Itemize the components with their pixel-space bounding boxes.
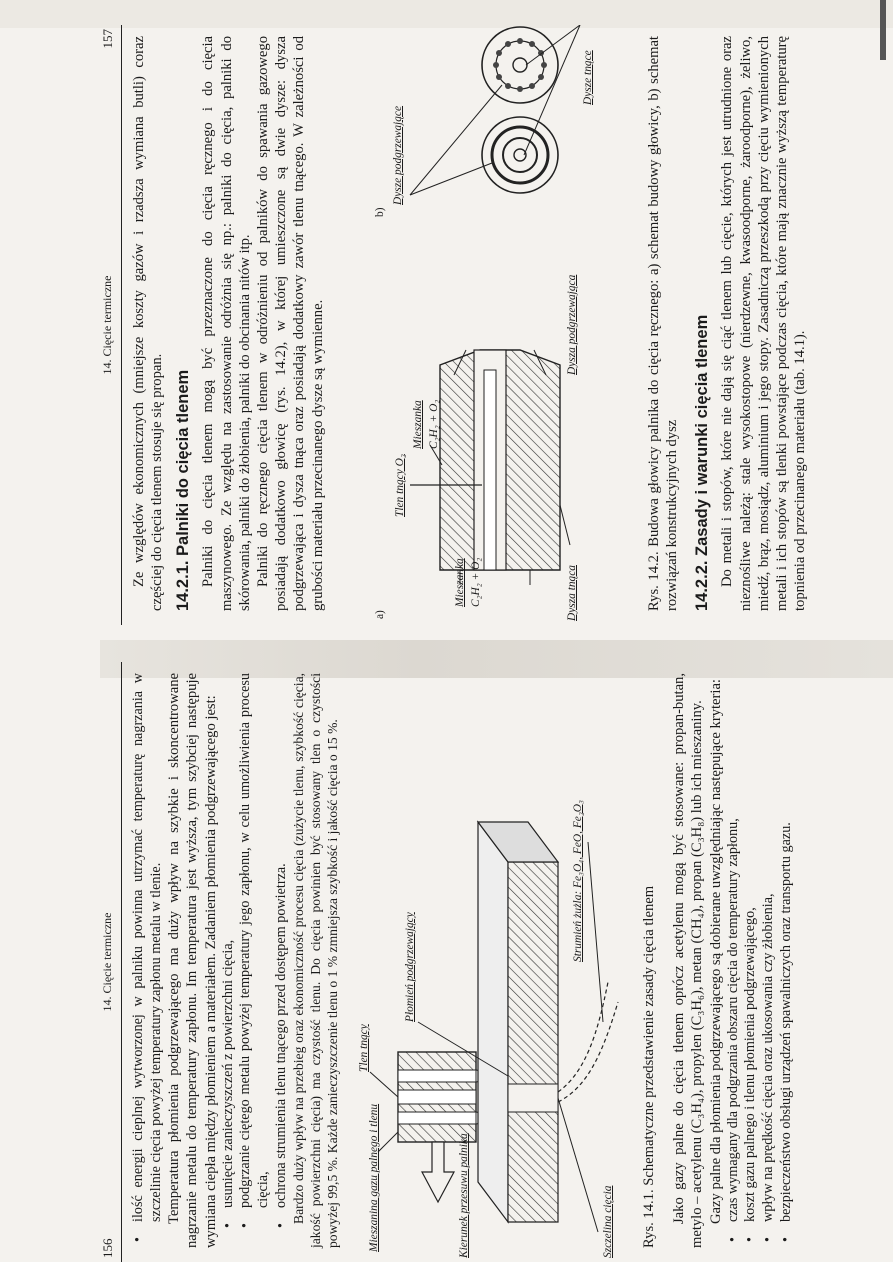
section-heading-14-2-2: 14.2.2. Zasady i warunki cięcia tlenem	[693, 314, 712, 611]
paragraph: Bardzo duży wpływ na przebieg oraz ekonomiczność procesu cięcia (zużycie tlenu, szybkość cięcia, jakość powierzchni cięcia) ma czystość tlenu. Do cięcia powinien być stosowany tlen o czystości powyżej 99,5 %. Każde zanieczyszczenie tlenu o 1 % zmniejsza szybkość i jakość cięcia o 15 %.	[291, 673, 341, 1248]
header-title: 14. Cięcie termiczne	[100, 912, 114, 1012]
label-kierunek: Kierunek przesuwu palnika	[458, 1133, 470, 1258]
label-mieszanina: Mieszanina gazu palnego i tlenu	[368, 1103, 380, 1252]
task-item: • podgrzanie ciętego metalu powyżej temperatury jego zapłonu, w celu umożliwienia procesu cięcia,	[237, 673, 272, 1234]
criteria-item: • czas wymagany dla podgrzania obszaru cięcia do temperatury zapłonu,	[725, 673, 743, 1248]
label-szczelina: Szczelina cięcia	[602, 1185, 614, 1258]
label-strumien: Strumień żużla: Fe₃O₄, FeO, Fe₂O₃	[572, 800, 584, 962]
intro-paragraph: Ze względów ekonomicznych (mniejsze koszty gazów i rzadsza wymiana butli) coraz częściej do cięcia tlenem stosuje się propan.	[131, 36, 166, 611]
panel-label-a: a)	[374, 610, 386, 619]
page-body	[130, 36, 327, 611]
section-heading-14-2-1: 14.2.1. Palniki do cięcia tlenem	[174, 369, 193, 611]
label-plomien: Płomień podgrzewający	[404, 912, 416, 1022]
bullet-item: • ilość energii cieplnej wytworzonej w palniku powinna utrzymać temperaturę nagrzania w szczelinie cięcia powyżej temperatury zapłonu metalu w tlenie.	[130, 673, 165, 1248]
label-tlen-tnacy: Tlen tnący O₂	[394, 454, 406, 517]
criteria-item: • koszt gazu palnego i tlenu płomienia podgrzewającego,	[742, 673, 760, 1248]
label-dysza-tnaca: Dysza tnąca	[566, 565, 578, 621]
label-mieszanka-right-formula: C₂H₂ + O₂	[428, 399, 440, 449]
oxy-cutting-drawing	[358, 662, 628, 1262]
criteria-list	[725, 673, 795, 1248]
page-157	[100, 25, 880, 625]
page-156	[100, 662, 880, 1262]
label-tlen-tnacy: Tlen tnący	[358, 1024, 370, 1072]
label-mieszanka-right: Mieszanka	[412, 400, 424, 449]
criteria-item: • wpływ na prędkość cięcia oraz ukosowania czy żłobienia,	[760, 673, 778, 1248]
scan-edge-mark	[880, 0, 886, 60]
task-item: • usunięcie zanieczyszczeń z powierzchni cięcia,	[220, 673, 238, 1234]
figure-caption-14-1: Rys. 14.1. Schematyczne przedstawienie zasady cięcia tlenem	[641, 885, 657, 1248]
paragraph: Jako gazy palne do cięcia tlenem oprócz acetylenu mogą być stosowane: propan-butan, metylo – acetylenu (C₃H₄), propylen (C₃H₆), metan (CH₄), propan (C₃H₈) lub ich mieszaniny.	[671, 673, 706, 1248]
section-paragraph: Palniki do ręcznego cięcia tlenem w odróżnieniu od palników do spawania gazowego posiadają dodatkowo głowicę (rys. 14.2), w której umieszczone są dwie dysze: dysza podgrzewająca i dysza tnąca oraz posiadają dodatkowy zawór tlenu tnącego. W zależności od grubości materiału przecinanego dysze są wymienne.	[255, 36, 326, 611]
page-header	[100, 25, 120, 625]
criteria-item: • bezpieczeństwo obsługi urządzeń spawalniczych oraz transportu gazu.	[778, 673, 796, 1248]
panel-label-b: b)	[374, 207, 386, 217]
page-number: 156	[100, 1238, 115, 1258]
task-list	[220, 673, 290, 1248]
scan-top-edge	[0, 0, 893, 28]
paragraph: Gazy palne dla płomienia podgrzewającego są dobierane uwzględniając następujące kryteria:	[707, 679, 724, 1224]
label-mieszanka-left: Mieszanka	[454, 558, 466, 607]
torch-head-drawing	[370, 25, 630, 625]
task-item: • ochrona strumienia tlenu tnącego przed dostępem powietrza.	[273, 673, 291, 1234]
figure-14-1	[358, 662, 628, 1262]
section-paragraph: Do metali i stopów, które nie dają się ciąć tlenem lub cięcie, których jest utrudnione oraz nieznośliwe należą: stale wysokostopowe (nierdzewne, kwasoodporne, żaroodporne), żeliwo, miedź, brąz, mosiądz, aluminium i jego stopy. Zasadniczą przeszkodą przy cięciu wymienionych metali i ich stopów są tlenki powstające podczas cięcia, które mają znacznie wyższą temperaturę topnienia od przecinanego materiału (tab. 14.1).	[719, 36, 809, 611]
page-body-lower	[645, 36, 809, 611]
page-header	[100, 662, 120, 1262]
header-rule	[121, 25, 122, 625]
page-body	[130, 673, 341, 1248]
page-body-lower	[640, 673, 795, 1248]
figure-14-2	[370, 25, 630, 625]
page-number: 157	[100, 29, 115, 49]
label-dysza-podgrzewajaca: Dysza podgrzewająca	[566, 274, 578, 375]
header-rule	[121, 662, 122, 1262]
paragraph: Temperatura płomienia podgrzewającego ma duży wpływ na szybkie i skoncentrowane nagrzanie metalu do temperatury zapłonu. Im temperatura jest wyższa, tym szybciej następuje wymiana ciepła między płomieniem a materiałem. Zadaniem płomienia podgrzewającego jest:	[166, 673, 219, 1248]
figure-caption-14-2: Rys. 14.2. Budowa głowicy palnika do cięcia ręcznego: a) schemat budowy głowicy, b) schemat rozwiązań konstrukcyjnych dysz	[646, 36, 681, 611]
label-dysze-podgrzewajace: Dysze podgrzewające	[392, 105, 404, 205]
label-dysze-tnace: Dysze tnące	[582, 50, 594, 105]
section-paragraph: Palniki do cięcia tlenem mogą być przeznaczone do cięcia ręcznego i do cięcia maszynowego. Ze względu na zastosowanie odróżnia się np.: palniki do cięcia, palniki do skórowania, palniki do żłobienia, palniki do obcinania nitów itp.	[200, 36, 253, 611]
header-title: 14. Cięcie termiczne	[100, 275, 114, 375]
label-mieszanka-left-formula: C₂H₂ + O₂	[470, 557, 482, 607]
